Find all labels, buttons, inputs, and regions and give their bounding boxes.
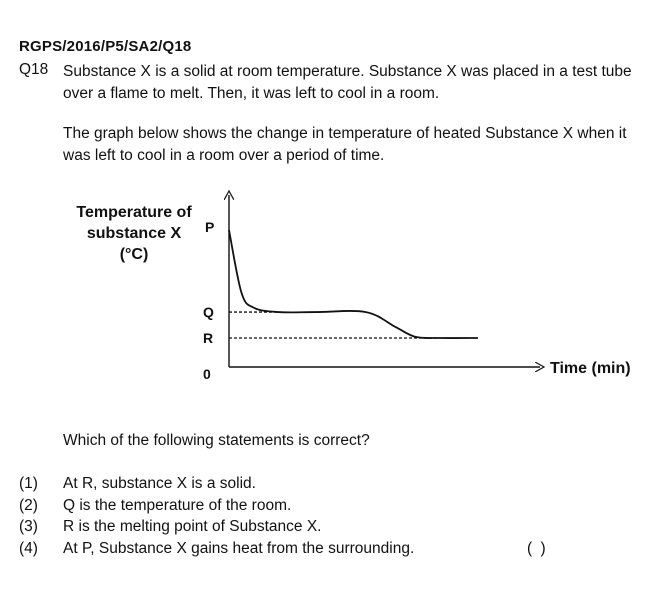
graph-intro-line: was left to cool in a room over a period of time. [63,147,385,164]
y-tick-label-p: P [205,219,215,235]
option-number: (1) [19,475,38,492]
option-text: R is the melting point of Substance X. [63,518,322,535]
option-text: At P, Substance X gains heat from the surrounding. [63,540,415,557]
question-reference: RGPS/2016/P5/SA2/Q18 [19,38,192,55]
y-axis-label: Temperature of [76,204,192,221]
y-axis-label: (°C) [119,246,149,263]
option-number: (3) [19,518,38,535]
question-number: Q18 [19,61,49,78]
answer-bracket: ( ) [527,540,548,557]
option-number: (2) [19,497,38,514]
intro-line: over a flame to melt. Then, it was left to cool in a room. [63,85,440,102]
y-tick-label-zero: 0 [203,366,211,382]
cooling-curve-line [229,230,478,338]
y-tick-label-q: Q [203,304,214,321]
graph-intro-line: The graph below shows the change in temperature of heated Substance X when it [63,125,627,142]
option-number: (4) [19,540,38,557]
question-prompt: Which of the following statements is correct? [63,432,370,449]
option-text: Q is the temperature of the room. [63,497,292,514]
option-text: At R, substance X is a solid. [63,475,256,492]
intro-line: Substance X is a solid at room temperature. Substance X was placed in a test tube [63,63,632,80]
x-axis-label: Time (min) [550,360,631,377]
y-tick-label-r: R [203,330,214,346]
y-axis-label: substance X [86,225,182,242]
